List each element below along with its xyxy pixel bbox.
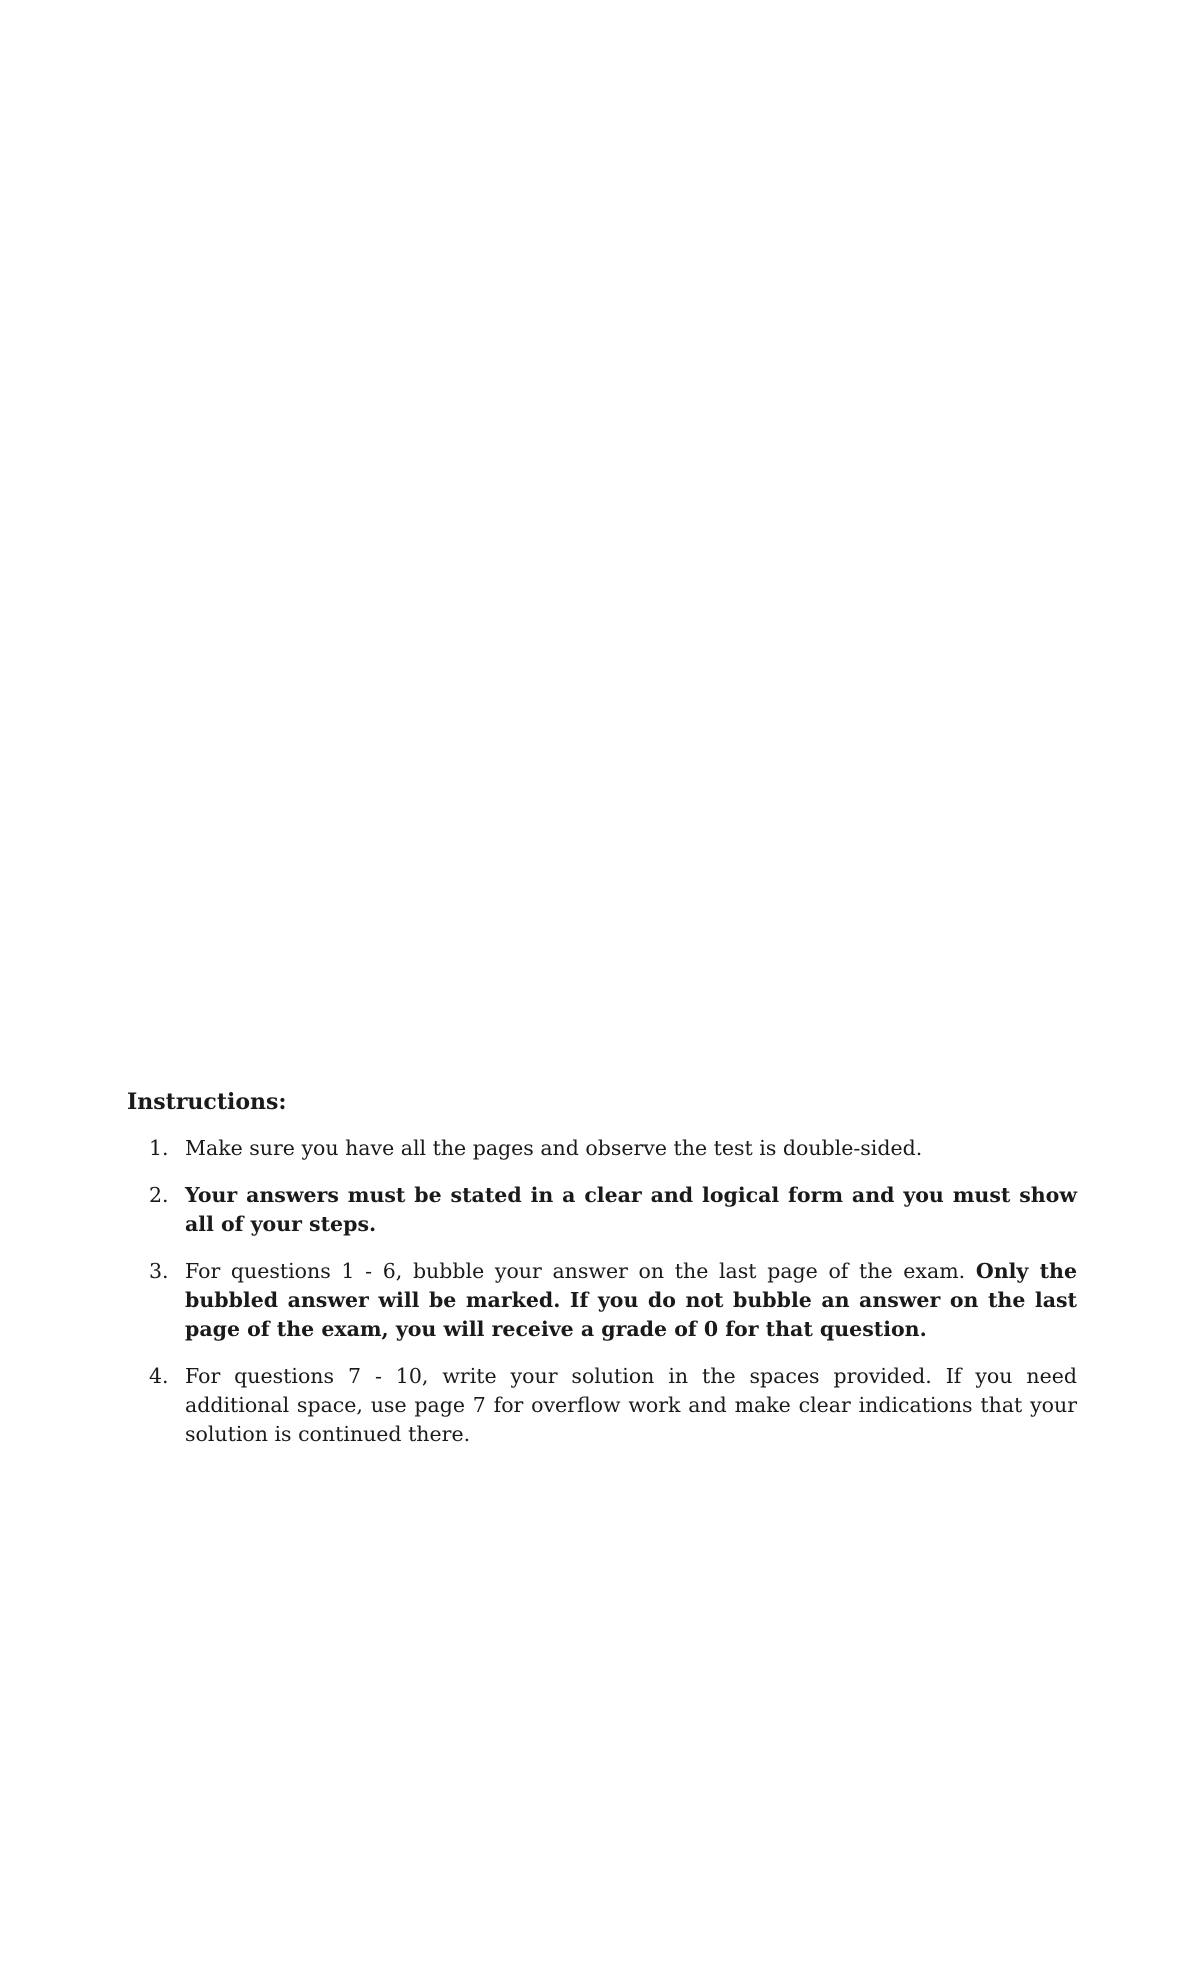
instructions-heading: Instructions: bbox=[127, 1089, 287, 1115]
instruction-item-4 bbox=[127, 1362, 1077, 1449]
instruction-item-3 bbox=[127, 1257, 1077, 1344]
instructions-section bbox=[127, 1088, 1077, 1467]
instruction-number: 2. bbox=[149, 1183, 169, 1207]
instruction-text-bold: Only the bubbled answer will be marked. If you do not bubble an answer on the last page of the exam, you will receive a grade of 0 for that question. bbox=[185, 1259, 1078, 1341]
instruction-item-2 bbox=[127, 1181, 1077, 1239]
instruction-text-bold: Your answers must be stated in a clear and logical form and you must show all of your steps. bbox=[185, 1183, 1077, 1236]
instruction-item-1 bbox=[127, 1134, 1077, 1163]
instruction-number: 4. bbox=[149, 1364, 169, 1388]
instructions-list bbox=[127, 1134, 1077, 1449]
instruction-text: For questions 7 - 10, write your solution in the spaces provided. If you need additional space, use page 7 for overflow work and make clear indications that your solution is continued there. bbox=[185, 1364, 1077, 1446]
instruction-number: 1. bbox=[149, 1136, 169, 1160]
instruction-number: 3. bbox=[149, 1259, 169, 1283]
instruction-text: Make sure you have all the pages and observe the test is double-sided. bbox=[185, 1136, 923, 1160]
instruction-text: For questions 1 - 6, bubble your answer on the last page of the exam. bbox=[185, 1259, 976, 1283]
